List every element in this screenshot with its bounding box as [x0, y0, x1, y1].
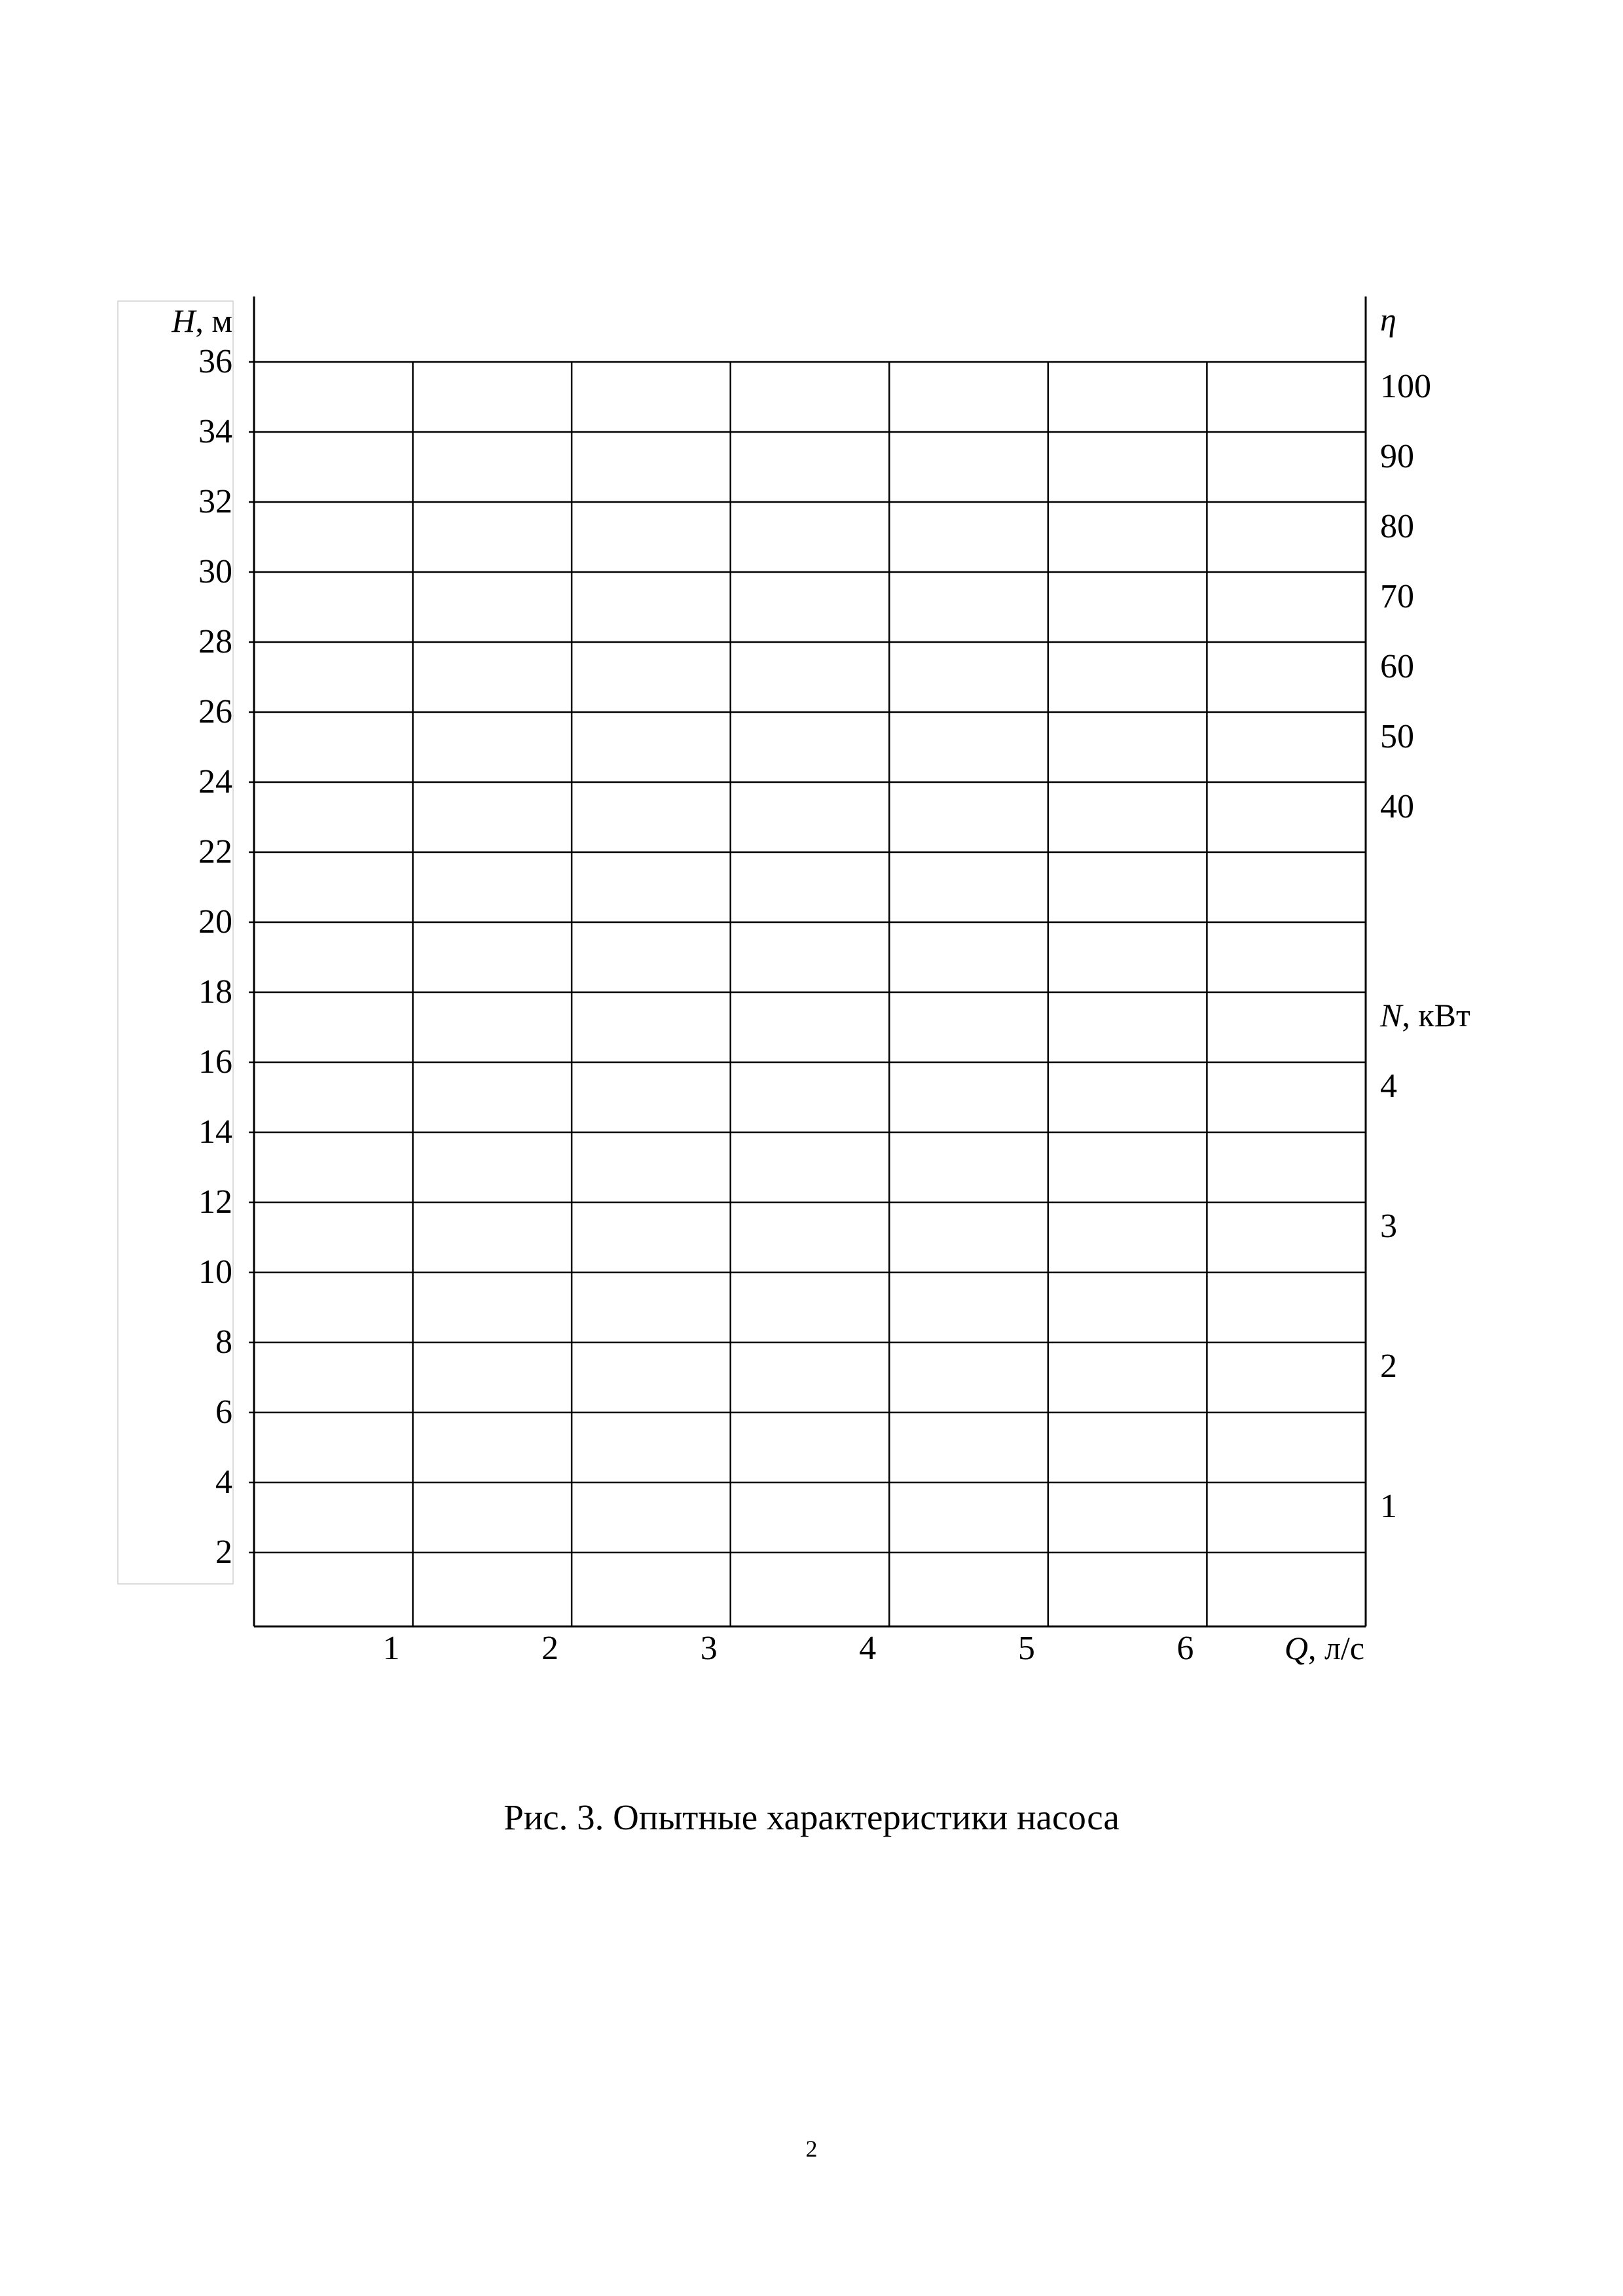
eta-tick-label: 40: [1380, 788, 1414, 825]
eta-tick-label: 80: [1380, 508, 1414, 545]
left-tick-label: 4: [215, 1463, 232, 1501]
left-tick-label: 14: [198, 1113, 232, 1151]
left-tick-label: 28: [198, 623, 232, 660]
left-tick-label: 26: [198, 693, 232, 730]
x-tick-label: 4: [859, 1630, 877, 1667]
left-tick-label: 18: [198, 973, 232, 1011]
left-tick-label: 20: [198, 903, 232, 941]
x-tick-label: 2: [541, 1630, 559, 1667]
left-axis-ticks: [198, 343, 232, 1571]
page-number: 2: [805, 2136, 818, 2162]
eta-tick-label: 50: [1380, 718, 1414, 755]
eta-axis-label: η: [1380, 301, 1396, 338]
n-tick-label: 1: [1380, 1488, 1397, 1525]
left-tick-label: 6: [215, 1393, 232, 1431]
h-axis-var: H: [172, 302, 196, 339]
chart-grid: [249, 296, 1366, 1626]
q-axis-label: [1285, 1630, 1364, 1666]
left-tick-label: 34: [198, 413, 232, 450]
n-axis-label: [1379, 997, 1470, 1033]
left-tick-label: 32: [198, 483, 232, 520]
h-axis-unit: , м: [195, 302, 232, 339]
left-tick-label: 30: [198, 553, 232, 590]
eta-tick-label: 60: [1380, 648, 1414, 685]
n-tick-label: 4: [1380, 1067, 1397, 1105]
q-axis-var: Q: [1284, 1630, 1308, 1666]
x-tick-label: 3: [700, 1630, 718, 1667]
h-axis-label: [171, 302, 232, 339]
n-axis-unit: , кВт: [1402, 997, 1470, 1033]
x-tick-label: 1: [382, 1630, 400, 1667]
left-tick-label: 10: [198, 1253, 232, 1291]
left-tick-label: 24: [198, 763, 232, 800]
n-tick-label: 3: [1380, 1208, 1397, 1245]
right-axis-ticks: [1380, 368, 1431, 1525]
figure-caption: Рис. 3. Опытные характеристики насоса: [503, 1797, 1120, 1837]
eta-tick-label: 90: [1380, 438, 1414, 475]
eta-tick-label: 70: [1380, 578, 1414, 615]
left-tick-label: 16: [198, 1043, 232, 1081]
left-tick-label: 22: [198, 833, 232, 870]
left-tick-label: 36: [198, 343, 232, 380]
q-axis-unit: , л/с: [1307, 1630, 1364, 1666]
x-tick-label: 6: [1176, 1630, 1194, 1667]
n-axis-var: N: [1380, 997, 1402, 1033]
bottom-axis-ticks: [383, 1630, 1194, 1667]
left-tick-label: 2: [215, 1534, 232, 1571]
eta-tick-label: 100: [1380, 368, 1431, 405]
x-tick-label: 5: [1017, 1630, 1035, 1667]
left-tick-label: 12: [198, 1183, 232, 1221]
n-tick-label: 2: [1380, 1348, 1397, 1385]
left-tick-label: 8: [215, 1323, 232, 1361]
